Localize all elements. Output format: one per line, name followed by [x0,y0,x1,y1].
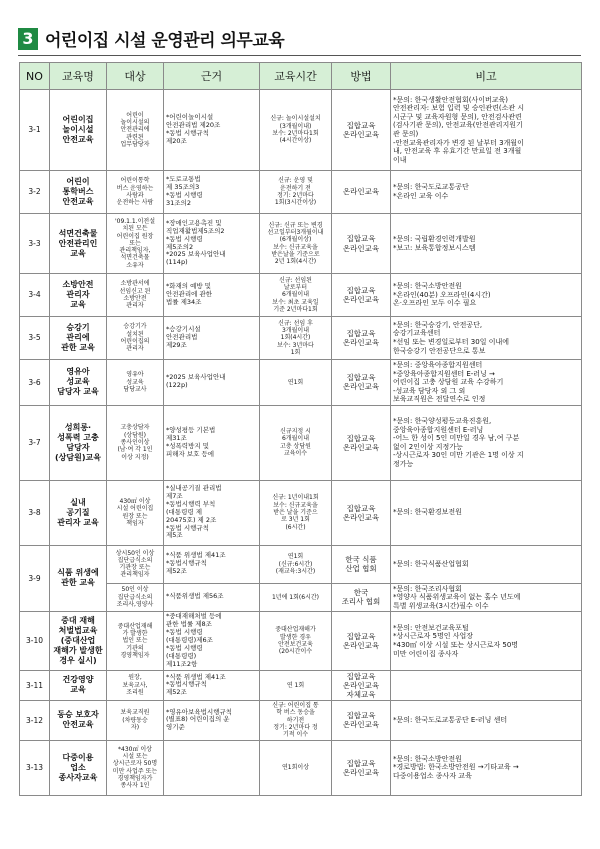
remark-line: 이내 [393,155,407,164]
cell-target-text: 영유아 성교육 담당교사 [123,371,147,393]
cell-name-text: 소방안전 관리자 교육 [62,280,94,309]
cell-target [107,701,164,741]
table-header-row [20,63,582,90]
remark-line: *온라인 교육 이수 [393,192,449,200]
cell-name-text: 석면건축물 안전관리인 교육 [58,228,98,258]
cell-no-text: 3-3 [28,238,41,248]
remark-line: *상시근로자 5명인 사업장 [393,632,474,641]
remark-line: 한국승강기 안전공단으로 통보 [393,346,486,355]
table-row [20,701,582,741]
cell-method [332,317,391,360]
cell-time [260,214,332,274]
cell-name [50,670,107,700]
remark-line: -성교육 담당자 외 그 외 [393,386,466,395]
remark-line: *영양사 식품위생교육이 없는 홀수 년도에 [393,593,521,602]
table-row [20,171,582,214]
cell-basis-text: *도로교통법 제 35조의3 *동법 시행령 31조의2 [166,175,203,207]
cell-method-text: 집합교육 온라인교육 [342,373,380,392]
cell-target-text: 50인 이상 집단급식소의 조리사,영양사 [116,586,154,609]
cell-name [50,480,107,545]
cell-basis [164,90,260,171]
cell-basis-text: *식품 위생법 제41조 *동법시행규칙 제52조 [166,672,226,697]
cell-name-text: 동승 보호자 안전교육 [57,710,99,730]
remark-line: -상시근로자 30인 미만 기관은 1명 이상 지 [393,451,524,460]
remark-line: *문의: 중앙육아종합지원센터 [393,361,483,369]
cell-remarks [391,701,582,741]
cell-method [332,612,391,670]
cell-target-text: 원장, 보육교사, 조리원 [122,674,148,697]
table-row [20,214,582,274]
cell-target [107,670,164,700]
cell-time-text: 신규: 어린이집 통 학 버스 동승을 하기전 정기: 2년마다 정 기적 이수 [272,702,319,739]
cell-target-text: 중대산업재해 가 발생한 법인 또는 기관의 경영책임자 [117,622,153,659]
cell-target-text: 고충상담자 (상담원) 종사인이상 (남·여 각 1인 이상 지정) [117,424,153,461]
cell-method-text: 집합교육 온라인교육 [342,503,380,522]
remark-line: -안전교육관리자가 변경 된 날부터 3개월이 [393,138,524,147]
cell-name [50,545,107,612]
cell-target-text: 430㎡ 이상 시설 어린이집 원장 또는 책임자 [116,498,154,527]
remark-line: 승강기교육센터 [393,329,441,338]
cell-target [107,480,164,545]
cell-time [260,317,332,360]
cell-method-text: 집합교육 온라인교육 [342,758,380,777]
cell-name-text: 다중이용 업소 종사자교육 [58,752,98,782]
cell-method [332,171,391,214]
cell-basis-text: *중대재해처벌 등에 관한 법률 제8조 *동법 시행령 (대통령령)제6조 *동법 시행령 (대통령령) 제11조2항 [166,612,222,668]
cell-basis [164,670,260,700]
cell-target-text: 어린이통학 버스 운영하는 사람과 운전하는 사람 [116,177,154,207]
cell-basis [164,545,260,583]
cell-no [20,274,50,317]
cell-basis-text: *승강기시설 안전관리법 제29조 [166,325,201,349]
cell-target-text: 보육교직원 (차량동승 자) [120,709,150,732]
cell-method-text: 집합교육 온라인교육 [342,711,380,730]
cell-time [260,545,332,583]
cell-name-text: 식품 위생에 관한 교육 [57,568,99,588]
remark-line: *문의: 안전보건교육포털 [393,623,469,632]
header-target: 대상 [107,63,164,90]
section-number: 3 [18,28,38,50]
cell-method [332,480,391,545]
section-header [18,26,284,51]
remark-line: 없이 2인이상 지정가능 [393,442,463,451]
cell-name-text: 건강영양 교육 [62,675,94,695]
remark-line: *경로방법: 한국소방안전원 →기타교육 → [393,763,519,772]
cell-method [332,214,391,274]
cell-time [260,583,332,612]
remark-line: *문의: 국립환경인력개발원 [393,234,476,243]
cell-name-text: 중대 재해 처벌법교육 (중대산업 재해가 발생한 경우 실시) [53,615,103,665]
cell-time-text: 연1회 (신규:6시간) (재교육:3시간) [275,553,316,575]
cell-basis [164,360,260,406]
cell-remarks [391,480,582,545]
cell-no-text: 3-13 [25,763,44,773]
cell-time-text: 연1회 [287,378,304,386]
table-row [20,317,582,360]
table-row [20,740,582,795]
cell-no-text: 3-8 [28,508,41,518]
header-basis: 근거 [164,63,260,90]
cell-name-text: 실내 공기질 관리자 교육 [57,497,99,527]
cell-target [107,583,164,612]
header-no: NO [20,63,50,90]
cell-method [332,405,391,480]
cell-method [332,740,391,795]
cell-basis [164,701,260,741]
cell-target-text: '09.1.1.이전설 치된 모든 어린이집 원장 또는 관리책임자, 석면건축물 소유자 [114,217,156,269]
remark-line: 안전관리자: 보험 입력 및 승인관련(소관 시 [393,104,525,113]
cell-basis [164,480,260,545]
cell-no-text: 3-9 [28,573,41,583]
cell-target [107,274,164,317]
cell-no-text: 3-11 [25,680,44,690]
remark-line: 미만 어린이집 종사자 [393,649,459,658]
cell-basis-text: *식품 위생법 제41조 *동법시행규칙 제52조 [166,551,226,576]
cell-no-text: 3-6 [28,377,41,387]
table-row [20,405,582,480]
cell-time-text: 1년에 1회(6시간) [271,593,320,601]
cell-time-text: 신규지정 시 6개월이내 고충 상담원 교육이수 [280,428,311,457]
header-name: 교육명 [50,63,107,90]
cell-basis [164,171,260,214]
cell-time [260,670,332,700]
cell-no-text: 3-7 [28,438,41,448]
cell-method-text: 집합교육 온라인교육 [342,285,380,304]
remark-line: *문의: 한국소방안전원 [393,754,462,763]
cell-name [50,274,107,317]
cell-basis-text: *장애인고용촉진 및 직업재활법제5조의2 *동법 시행령 제5조의2 *2025 보육사업안내 (114p) [166,218,226,267]
cell-basis [164,274,260,317]
cell-no [20,90,50,171]
remark-line: 다중이용업소 종사자 교육 [393,771,472,780]
cell-basis-text: *실내공기질 관리법 제7조 *동법시행력 부칙 (대통령령 제 20475호) 제 2조 *동법 시행규칙 제5조 [166,483,222,540]
remark-line: *문의: 한국양성평등교육진흥원, [393,417,492,426]
cell-target [107,214,164,274]
cell-name [50,612,107,670]
cell-no [20,171,50,214]
cell-time-text: 신규: 신규 또는 변경 선고일부터3개월이내 (6개월이상) 보수: 신규교육을 받은날을 기준으로 2년 1회(4시간) [267,221,324,266]
remark-line: *문의: 한국조리사협회 [393,584,462,593]
remark-line: *문의: 한국환경보전원 [393,508,462,517]
cell-remarks [391,545,582,583]
cell-remarks [391,360,582,406]
cell-time [260,90,332,171]
cell-remarks [391,583,582,612]
remark-line: *문의: 한국도로교통공단 [393,183,469,192]
cell-basis [164,405,260,480]
cell-no [20,740,50,795]
remark-line: -어느 한 성이 5인 미만일 경우 남,여 구분 [393,434,520,443]
cell-name [50,740,107,795]
cell-no-text: 3-4 [28,290,41,300]
table-row [20,670,582,700]
cell-remarks [391,670,582,700]
cell-target [107,317,164,360]
cell-method-text: 온라인교육 [342,187,380,197]
cell-method [332,701,391,741]
cell-remarks [391,171,582,214]
cell-time [260,171,332,214]
cell-no [20,612,50,670]
cell-target-text: *430㎡ 이상 시설 또는 상시근로자 50명 미만 사업주 또는 경영책임자가 종사자 1인 [112,745,158,790]
cell-basis-text: *2025 보육사업안내 (122p) [166,373,226,390]
cell-remarks [391,317,582,360]
remark-line: (검사기관 문의), 안전교육(안전관리지원기 [393,121,523,130]
cell-target-text: 소방관서에 선임신고 된 소방안전 관리자 [119,280,151,310]
cell-no-text: 3-2 [28,187,41,197]
cell-time-text: 신규: 선임된 날로부터 6개월이내 보수: 최초 교육일 기준 2년마다1회 [272,276,319,313]
remark-line: *문의: 한국생활안전협회(사이버교육) [393,95,508,104]
cell-time [260,740,332,795]
cell-target-text: 승강기가 설치된 어린이집의 관리자 [120,323,150,353]
cell-no [20,317,50,360]
education-table [19,62,582,796]
cell-basis [164,612,260,670]
remark-line: 어린이집 고충 상담원 교육 수강하기 [393,378,504,387]
cell-time-text: 신규: 선임 후 3개월이내 1회(4시간) 보수: 3년마다 1회 [277,319,314,356]
cell-target [107,171,164,214]
remark-line: 시군구 및 교육자원형 문의), 안전검사관련 [393,112,522,121]
cell-time [260,701,332,741]
cell-time-text: 신규: 놀이시설설치 (3개월이내) 보수: 2년마다1회 (4시간이상) [270,115,321,145]
cell-remarks [391,740,582,795]
cell-name-text: 승강기 관리에 관한 교육 [61,323,95,352]
cell-method [332,545,391,583]
cell-target [107,740,164,795]
table-row [20,545,582,583]
cell-name [50,701,107,741]
cell-method-text: 집합교육 온라인교육 [342,120,380,139]
cell-time-text: 신규: 1년이내1회 보수: 신규교육을 받은 날을 기준으 로 3년 1회 (6시간) [272,494,319,531]
remark-line: 관 문의) [393,130,419,138]
cell-no-text: 3-10 [25,636,44,646]
cell-time [260,360,332,406]
table-row [20,612,582,670]
cell-target [107,360,164,406]
cell-no [20,701,50,741]
header-method: 방법 [332,63,391,90]
remark-line: 내, 안전교육 후 유효기간 만료일 전 3개월 [393,147,522,156]
cell-method-text: 한국 식품 산업 협회 [345,555,377,574]
cell-basis [164,317,260,360]
cell-name-text: 성희롱· 성폭력 고충 담당자 (상담원)교육 [55,422,101,462]
cell-no [20,405,50,480]
cell-method-text: 집합교육 온라인교육 [342,433,380,452]
remark-line: *보고: 보육통합정보시스템 [393,243,476,252]
cell-method [332,583,391,612]
remark-line: *문의: 한국소방안전원 [393,282,462,291]
section-title: 어린이집 시설 운영관리 의무교육 [45,31,285,51]
cell-target [107,545,164,583]
remark-line: *문의: 한국도로교통공단 E-러닝 센터 [393,716,508,725]
cell-no [20,670,50,700]
cell-remarks [391,90,582,171]
remark-line: 보육교직원은 전달연수로 인정 [393,395,486,404]
cell-basis-text: *식품위생법 제56조 [166,592,224,601]
cell-no-text: 3-1 [28,125,41,135]
cell-no [20,545,50,612]
cell-no [20,214,50,274]
cell-target-text: 어린이 놀이시설의 안전관리에 관련된 업무담당자 [120,111,150,148]
remark-line: 정가능 [393,459,414,468]
cell-target [107,405,164,480]
remark-line: *온라인(40분) 오프라인(4시간) [393,290,491,299]
table-row [20,274,582,317]
cell-time [260,405,332,480]
cell-basis-text: *영유아보육법시행규칙 (별표8) 어린이집의 운 영기준 [166,707,233,732]
cell-basis-text: *양성평등 기본법 제31조 *성폭력방지 및 피해자 보호 등에 [166,425,216,458]
cell-method-text: 집합교육 온라인교육 [342,234,380,253]
cell-basis [164,740,260,795]
remark-line: *문의: 한국식품산업협회 [393,559,469,568]
cell-name [50,405,107,480]
cell-remarks [391,274,582,317]
cell-basis-text: *어린이놀이시설 안전관리법 제20조 *동법 시행규칙 제20조 [166,113,221,145]
cell-name [50,90,107,171]
cell-no [20,360,50,406]
cell-name [50,171,107,214]
cell-no [20,480,50,545]
cell-no-text: 3-5 [28,333,41,343]
cell-time [260,274,332,317]
cell-time-text: 신규: 운영 및 운전하기 전 정기: 2년마다 1회(3시간이상) [274,177,317,207]
cell-method [332,670,391,700]
cell-basis-text: *화재의 예방 및 안전관리에 관한 법률 제34조 [166,282,213,306]
cell-remarks [391,405,582,480]
remark-line: *430㎡ 이상 시설 또는 상시근로자 50명 [393,640,519,649]
remark-line: 온·오프라인 모두 이수 필요 [393,299,477,308]
header-remarks: 비고 [391,63,582,90]
cell-name [50,317,107,360]
remark-line: 중앙육아종합지원센터 E-러닝 [393,425,484,434]
title-divider [18,55,581,56]
cell-method [332,274,391,317]
cell-time [260,480,332,545]
cell-name [50,214,107,274]
cell-method [332,360,391,406]
table-row [20,90,582,171]
cell-target-text: 상시50인 이상 집단급식소의 기관장 또는 관리책임자 [115,549,155,579]
cell-no-text: 3-12 [25,715,44,725]
cell-method-text: 한국 조리사 협회 [341,588,381,607]
cell-name [50,360,107,406]
cell-target [107,612,164,670]
remark-line: *선임 또는 변경일로부터 30일 이내에 [393,338,509,346]
cell-name-text: 영유아 성교육 담당자 교육 [57,367,99,397]
cell-time-text: 연 1회 [286,681,305,689]
cell-remarks [391,214,582,274]
table-row [20,360,582,406]
cell-name-text: 어린이 통학버스 안전교육 [62,177,94,206]
cell-basis [164,214,260,274]
cell-method [332,90,391,171]
remark-line: 특별 위생교육(3시간)필수 이수 [393,601,489,610]
cell-time [260,612,332,670]
remark-line: *중앙육아종합지원센터 E-러닝 → [393,369,495,378]
cell-basis [164,583,260,612]
cell-name-text: 어린이집 놀이시설 안전교육 [62,115,94,144]
cell-method-text: 집합교육 온라인교육 [342,631,380,650]
cell-method-text: 집합교육 온라인교육 자체교육 [342,671,380,699]
cell-remarks [391,612,582,670]
cell-time-text: 연1회이상 [281,764,309,772]
header-time: 교육시간 [260,63,332,90]
cell-method-text: 집합교육 온라인교육 [342,328,380,347]
cell-target [107,90,164,171]
cell-time-text: 중대산업재해가 발생한 경우 안전보건교육 (20시간이수 [275,626,316,656]
table-row [20,480,582,545]
remark-line: *문의: 한국승강기, 안전공단, [393,320,483,329]
